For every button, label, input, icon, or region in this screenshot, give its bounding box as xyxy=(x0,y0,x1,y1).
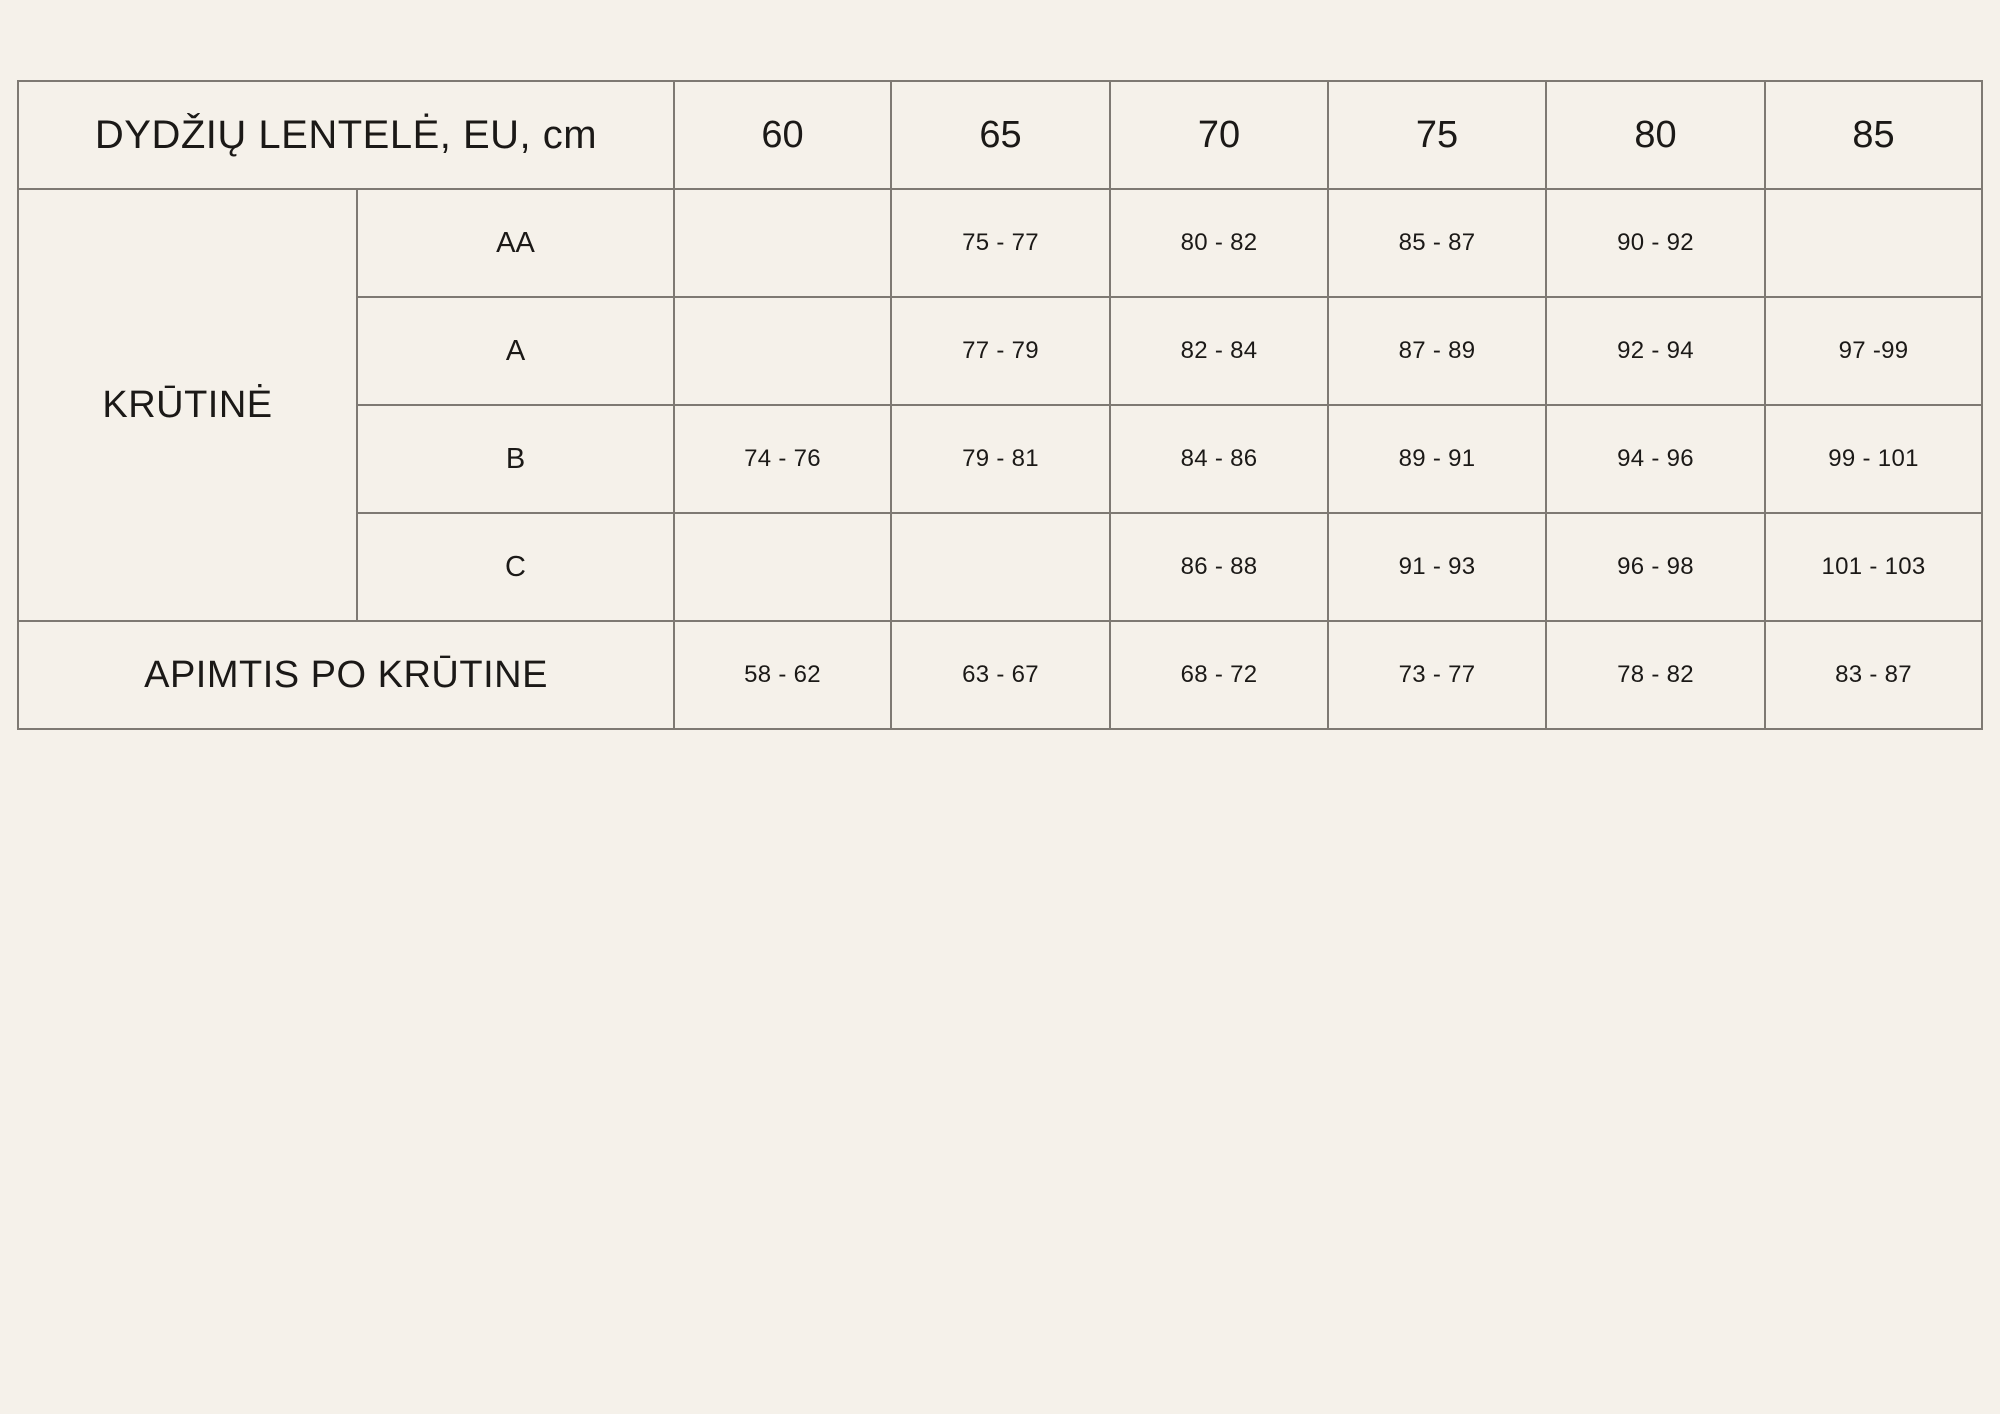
cell-a-80: 92 - 94 xyxy=(1546,297,1765,405)
underbust-85: 83 - 87 xyxy=(1765,621,1982,729)
cell-a-60 xyxy=(674,297,891,405)
cell-c-65 xyxy=(891,513,1110,621)
band-size-60: 60 xyxy=(674,81,891,189)
cell-c-80: 96 - 98 xyxy=(1546,513,1765,621)
underbust-70: 68 - 72 xyxy=(1110,621,1328,729)
underbust-75: 73 - 77 xyxy=(1328,621,1546,729)
underbust-60: 58 - 62 xyxy=(674,621,891,729)
cell-a-75: 87 - 89 xyxy=(1328,297,1546,405)
cup-label-aa: AA xyxy=(357,189,674,297)
cell-b-60: 74 - 76 xyxy=(674,405,891,513)
band-size-70: 70 xyxy=(1110,81,1328,189)
underbust-label: APIMTIS PO KRŪTINE xyxy=(18,621,674,729)
cell-aa-70: 80 - 82 xyxy=(1110,189,1328,297)
cup-label-c: C xyxy=(357,513,674,621)
chest-group-label: KRŪTINĖ xyxy=(18,189,357,621)
band-size-85: 85 xyxy=(1765,81,1982,189)
cell-c-60 xyxy=(674,513,891,621)
band-size-65: 65 xyxy=(891,81,1110,189)
cell-a-65: 77 - 79 xyxy=(891,297,1110,405)
underbust-80: 78 - 82 xyxy=(1546,621,1765,729)
band-size-75: 75 xyxy=(1328,81,1546,189)
cell-b-80: 94 - 96 xyxy=(1546,405,1765,513)
cell-b-70: 84 - 86 xyxy=(1110,405,1328,513)
cell-c-85: 101 - 103 xyxy=(1765,513,1982,621)
cell-b-65: 79 - 81 xyxy=(891,405,1110,513)
cell-a-85: 97 -99 xyxy=(1765,297,1982,405)
cup-row-aa xyxy=(18,189,1982,297)
cell-b-75: 89 - 91 xyxy=(1328,405,1546,513)
header-row xyxy=(18,81,1982,189)
band-size-80: 80 xyxy=(1546,81,1765,189)
cell-aa-65: 75 - 77 xyxy=(891,189,1110,297)
cell-aa-85 xyxy=(1765,189,1982,297)
cell-aa-80: 90 - 92 xyxy=(1546,189,1765,297)
underbust-65: 63 - 67 xyxy=(891,621,1110,729)
cell-a-70: 82 - 84 xyxy=(1110,297,1328,405)
size-chart-table xyxy=(17,80,1983,730)
cell-c-70: 86 - 88 xyxy=(1110,513,1328,621)
cell-aa-60 xyxy=(674,189,891,297)
table-title: DYDŽIŲ LENTELĖ, EU, cm xyxy=(18,81,674,189)
cell-b-85: 99 - 101 xyxy=(1765,405,1982,513)
cell-c-75: 91 - 93 xyxy=(1328,513,1546,621)
cell-aa-75: 85 - 87 xyxy=(1328,189,1546,297)
underbust-row xyxy=(18,621,1982,729)
cup-label-a: A xyxy=(357,297,674,405)
cup-label-b: B xyxy=(357,405,674,513)
